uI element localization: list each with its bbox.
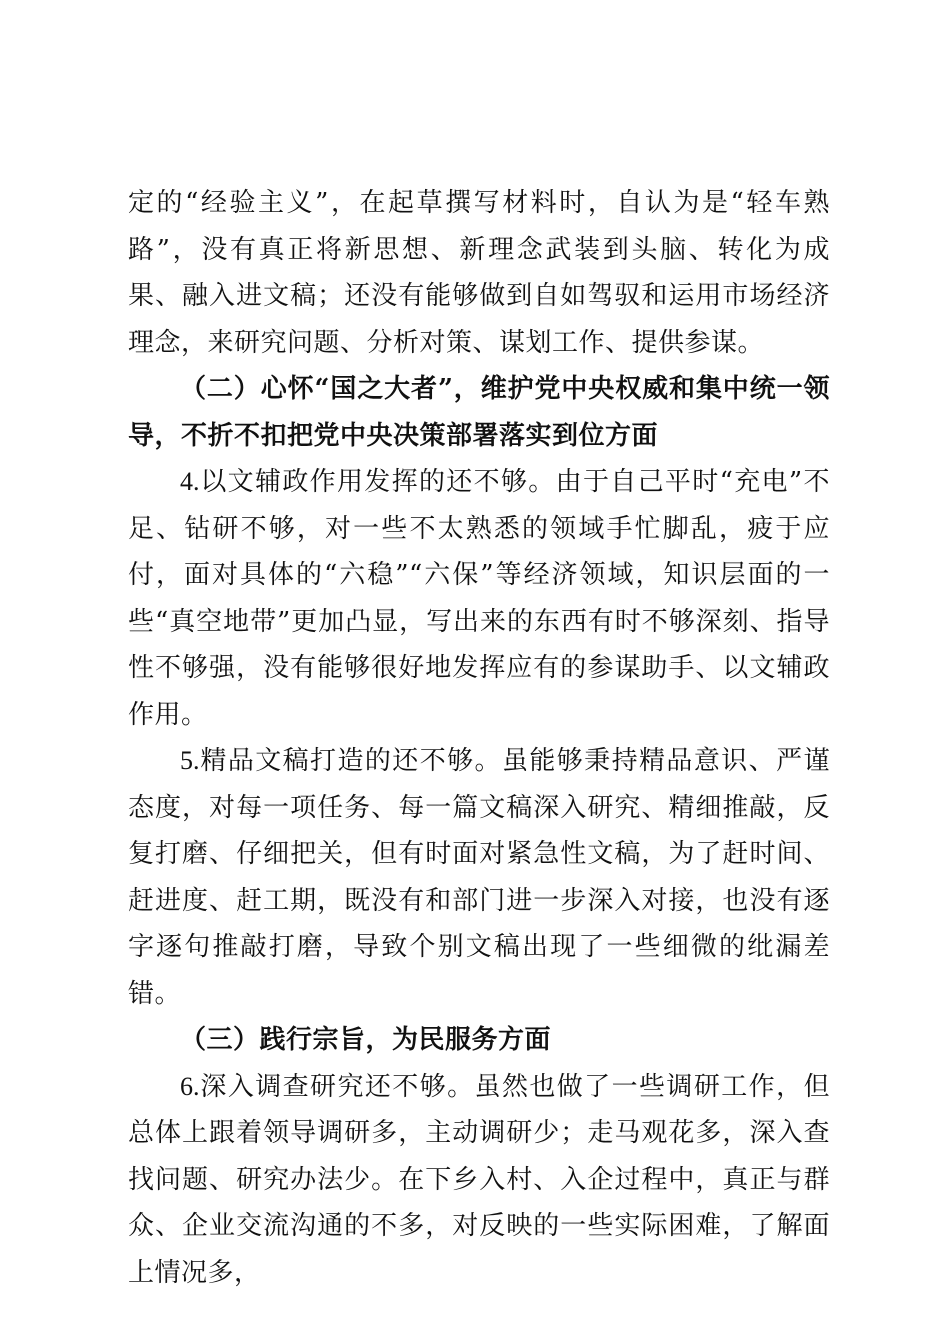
paragraph-item-4	[128, 459, 830, 738]
paragraph-item-5	[128, 738, 830, 1017]
paragraph-text: 定的“经验主义”，在起草撰写材料时，自认为是“轻车熟路”，没有真正将新思想、新理念武装到头脑、转化为成果、融入进文稿；还没有能够做到自如驾驭和运用市场经济理念，来研究问题、分析对策、谋划工作、提供参谋。	[128, 188, 830, 358]
item-number: 6.	[180, 1071, 200, 1101]
paragraph-text: 以文辅政作用发挥的还不够。由于自己平时“充电”不足、钻研不够，对一些不太熟悉的领域手忙脚乱，疲于应付，面对具体的“六稳”“六保”等经济领域，知识层面的一些“真空地带”更加凸显，写出来的东西有时不够深刻、指导性不够强，没有能够很好地发挥应有的参谋助手、以文辅政作用。	[128, 467, 830, 730]
paragraph-item-6	[128, 1064, 830, 1297]
document-body	[128, 180, 830, 1296]
item-number: 5.	[180, 746, 200, 775]
item-number: 4.	[180, 467, 200, 496]
heading-text: （二）心怀“国之大者”，维护党中央权威和集中统一领导，不折不扣把党中央决策部署落实到位方面	[128, 374, 830, 451]
section-heading-2	[128, 366, 830, 459]
heading-text: （三）践行宗旨，为民服务方面	[180, 1025, 552, 1055]
paragraph-text: 精品文稿打造的还不够。虽能够秉持精品意识、严谨态度，对每一项任务、每一篇文稿深入研究、精细推敲，反复打磨、仔细把关，但有时面对紧急性文稿，为了赶时间、赶进度、赶工期，既没有和部门进一步深入对接，也没有逐字逐句推敲打磨，导致个别文稿出现了一些细微的纰漏差错。	[128, 746, 830, 1009]
section-heading-3	[128, 1017, 830, 1064]
paragraph-text: 深入调查研究还不够。虽然也做了一些调研工作，但总体上跟着领导调研多，主动调研少；走马观花多，深入查找问题、研究办法少。在下乡入村、入企过程中，真正与群众、企业交流沟通的不多，对反映的一些实际困难，了解面上情况多，	[128, 1071, 830, 1288]
paragraph-continued	[128, 180, 830, 366]
